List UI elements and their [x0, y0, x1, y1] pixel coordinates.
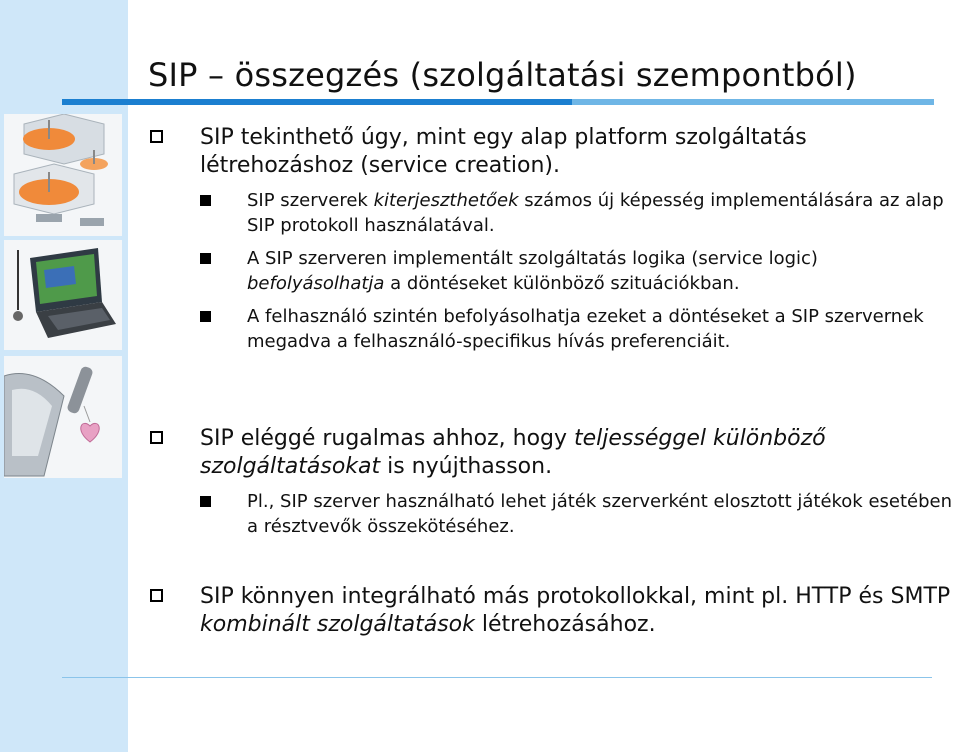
title-underline-dark — [62, 99, 572, 105]
sub-bullet-pre: A SIP szerveren implementált szolgáltatás logika (service logic) — [247, 248, 818, 269]
bullet-emphasis: kombinált szolgáltatások — [200, 612, 475, 637]
sub-bullet-pre: A felhasználó szintén befolyásolhatja ezeket a döntéseket a SIP szervernek megadva a felhasználó-specifikus hívás preferenciáit. — [247, 306, 924, 352]
bullet-post: létrehozásához. — [474, 612, 656, 637]
filled-square-bullet-icon — [200, 253, 211, 264]
bullet-text — [150, 425, 960, 481]
title-underline — [62, 99, 934, 105]
mobile-phone-illustration — [4, 356, 122, 478]
bullet-item-2 — [150, 425, 960, 539]
sub-bullet-item — [150, 246, 960, 296]
hollow-square-bullet-icon — [150, 589, 163, 602]
footer-divider — [62, 677, 932, 678]
bullet-1-text: SIP tekinthető úgy, mint egy alap platform szolgáltatás létrehozáshoz (service creation). — [200, 125, 807, 178]
sub-bullet-emphasis: kiterjeszthetőek — [373, 190, 519, 211]
bullet-post: is nyújthasson. — [380, 454, 553, 479]
sub-bullet-pre: SIP szerverek — [247, 190, 374, 211]
hollow-square-bullet-icon — [150, 431, 163, 444]
bullet-text — [150, 124, 960, 180]
sub-bullet-emphasis: befolyásolhatja — [247, 273, 385, 294]
sub-bullet-post: a döntéseket különböző szituációkban. — [384, 273, 740, 294]
network-nodes-illustration — [4, 114, 122, 236]
filled-square-bullet-icon — [200, 311, 211, 322]
title-underline-light — [572, 99, 934, 105]
filled-square-bullet-icon — [200, 496, 211, 507]
sub-bullet-item — [150, 304, 960, 354]
slide-title: SIP – összegzés (szolgáltatási szempontból) — [148, 56, 857, 94]
left-sidebar — [0, 0, 128, 752]
hollow-square-bullet-icon — [150, 130, 163, 143]
filled-square-bullet-icon — [200, 195, 211, 206]
bullet-pre: SIP könnyen integrálható más protokollokkal, mint pl. HTTP és SMTP — [200, 584, 951, 609]
sub-bullet-item — [150, 188, 960, 238]
bullet-item-1 — [150, 124, 960, 354]
laptop-illustration — [4, 240, 122, 350]
bullet-text — [150, 583, 960, 639]
bullet-pre: SIP eléggé rugalmas ahhoz, hogy — [200, 426, 575, 451]
sub-bullet-pre: Pl., SIP szerver használható lehet játék szerverként elosztott játékok esetében a résztvevők összekötéséhez. — [247, 491, 953, 537]
sub-bullet-post: számos új képesség implementálására az alap SIP protokoll használatával. — [247, 190, 944, 236]
bullet-emphasis: teljességgel különböző szolgáltatásokat — [200, 426, 826, 479]
bullet-item-3 — [150, 583, 960, 639]
sub-bullet-item — [150, 489, 960, 539]
